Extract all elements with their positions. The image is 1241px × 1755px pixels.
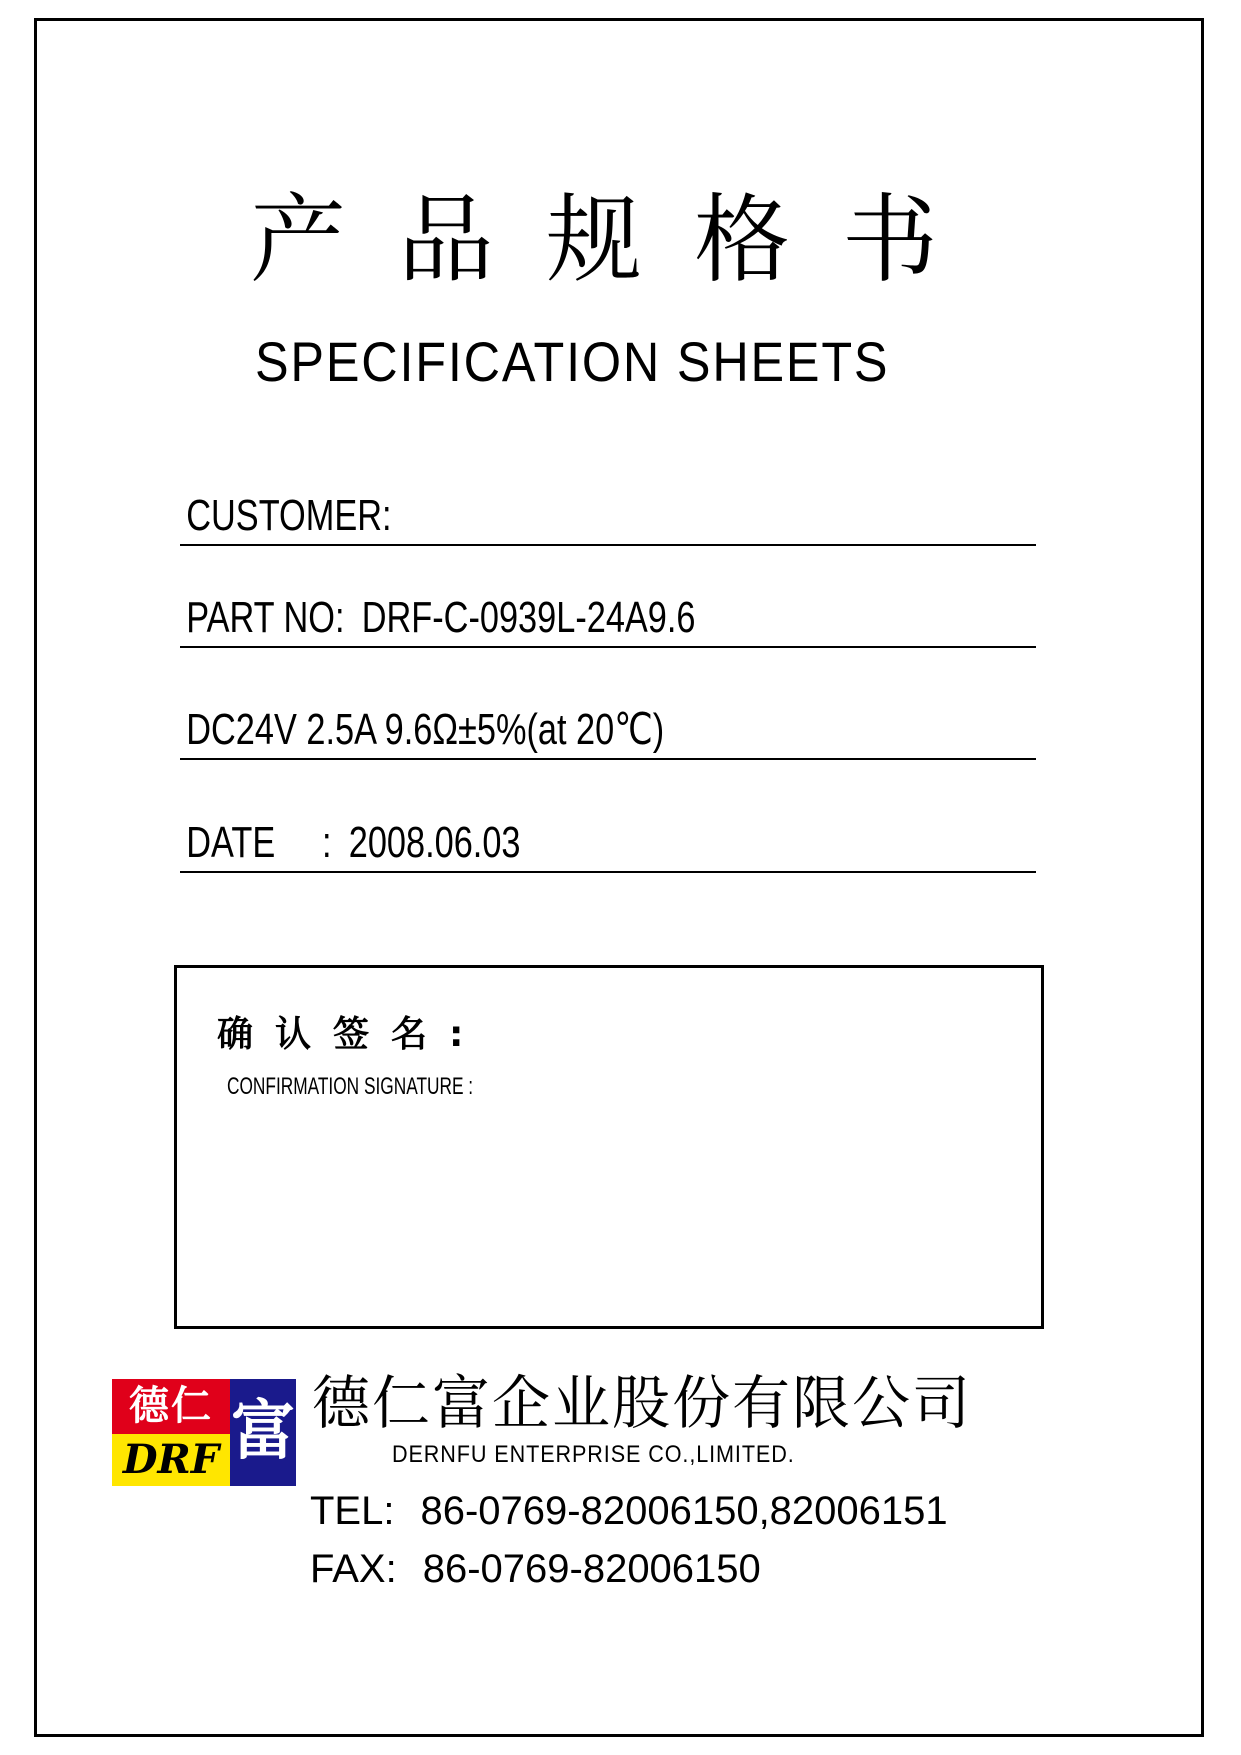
- rating-field: [180, 702, 1036, 760]
- date-label: DATE: [186, 818, 276, 867]
- signature-box[interactable]: [174, 965, 1044, 1329]
- title-english: SPECIFICATION SHEETS: [255, 330, 890, 393]
- tel-label: TEL:: [310, 1489, 395, 1533]
- tel-line: [310, 1487, 948, 1535]
- tel-value: 86-0769-82006150,82006151: [420, 1489, 948, 1533]
- signature-label-english: CONFIRMATION SIGNATURE :: [227, 1073, 474, 1100]
- date-separator: :: [322, 818, 332, 867]
- logo-yellow-block: DRF: [112, 1434, 230, 1486]
- rating-value: DC24V 2.5A 9.6Ω±5%(at 20℃): [186, 705, 665, 754]
- logo-navy-block: 富: [230, 1379, 296, 1486]
- customer-field: [180, 488, 1036, 546]
- part-no-label: PART NO:: [186, 593, 345, 642]
- title-chinese: 产品规格书: [250, 184, 990, 296]
- fax-line: [310, 1545, 761, 1593]
- fax-value: 86-0769-82006150: [422, 1547, 761, 1591]
- signature-label-chinese: 确认签名:: [217, 1014, 486, 1055]
- fax-label: FAX:: [310, 1547, 397, 1591]
- part-no-value: DRF-C-0939L-24A9.6: [361, 593, 696, 642]
- customer-label: CUSTOMER:: [186, 491, 392, 540]
- company-name-english: DERNFU ENTERPRISE CO.,LIMITED.: [392, 1441, 795, 1468]
- date-value: 2008.06.03: [348, 818, 521, 867]
- company-name-chinese: 德仁富企业股份有限公司: [312, 1369, 973, 1437]
- logo-red-block: 德仁: [112, 1379, 230, 1434]
- date-field: [180, 815, 1036, 873]
- company-logo: [112, 1379, 296, 1486]
- part-no-field: [180, 590, 1036, 648]
